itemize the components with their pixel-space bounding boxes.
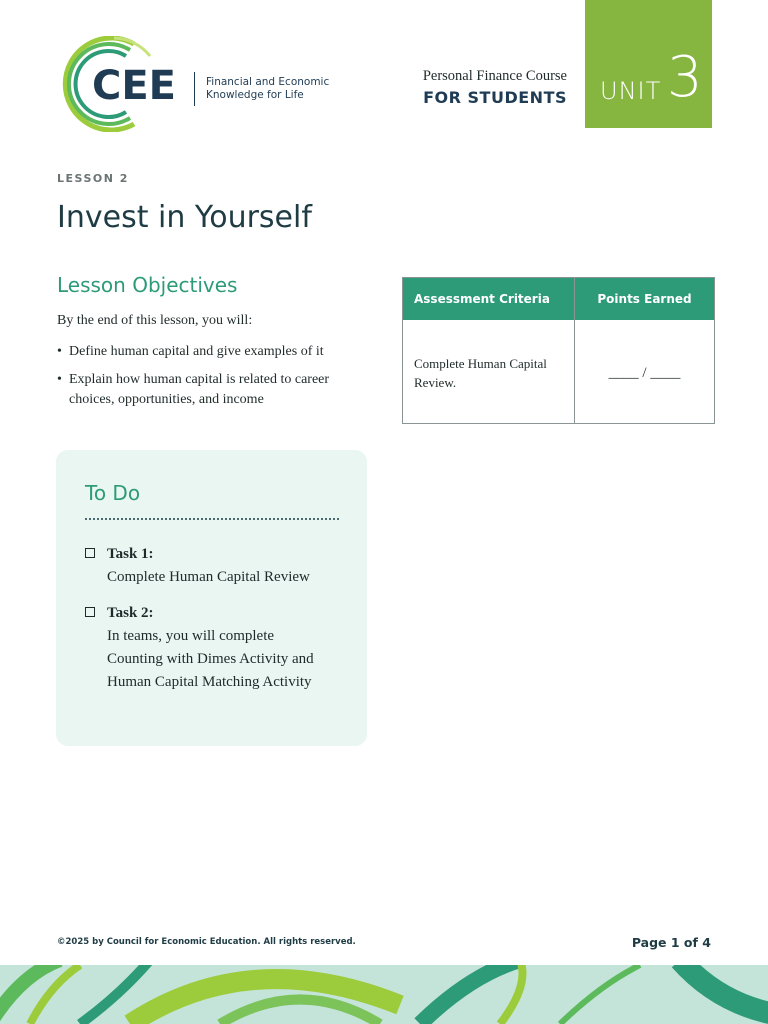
objective-item: • Define human capital and give examples of it bbox=[57, 342, 377, 362]
page-number: Page 1 of 4 bbox=[631, 935, 711, 950]
points-earned-cell: ____ / ____ bbox=[608, 365, 681, 381]
objectives-heading: Lesson Objectives bbox=[57, 273, 238, 297]
objectives-list bbox=[57, 342, 377, 418]
decorative-footer-band bbox=[0, 965, 768, 1024]
task-label: Task 1: bbox=[107, 546, 154, 562]
table-divider bbox=[574, 278, 575, 423]
checkbox-icon[interactable] bbox=[85, 548, 95, 558]
task-item bbox=[85, 602, 355, 722]
objectives-intro: By the end of this lesson, you will: bbox=[57, 313, 253, 328]
logo-tagline-line1: Financial and Economic bbox=[206, 76, 330, 88]
objective-item: • Explain how human capital is related to career choices, opportunities, and income bbox=[57, 370, 377, 410]
points-earned-header: Points Earned bbox=[597, 292, 692, 306]
swirl-pattern-icon bbox=[0, 965, 768, 1024]
assessment-table bbox=[402, 277, 715, 424]
assessment-criteria-cell: Complete Human Capital Review. bbox=[414, 356, 547, 390]
logo-tagline bbox=[206, 76, 329, 102]
logo-wordmark: CEE bbox=[92, 63, 177, 109]
logo-tagline-line2: Knowledge for Life bbox=[206, 89, 304, 101]
assessment-table-header bbox=[403, 278, 714, 320]
assessment-criteria-header: Assessment Criteria bbox=[414, 292, 550, 306]
task-text: In teams, you will complete Counting with Dimes Activity and Human Capital Matching Activity bbox=[107, 628, 314, 690]
lesson-label: LESSON 2 bbox=[57, 172, 129, 185]
unit-number: 3 bbox=[667, 45, 703, 110]
page-title: Invest in Yourself bbox=[57, 200, 312, 235]
course-name: Personal Finance Course bbox=[422, 68, 567, 84]
unit-word: UNIT bbox=[600, 77, 662, 105]
course-audience: FOR STUDENTS bbox=[423, 88, 567, 107]
checkbox-icon[interactable] bbox=[85, 607, 95, 617]
task-label: Task 2: bbox=[107, 605, 154, 621]
todo-divider bbox=[85, 518, 339, 520]
todo-title: To Do bbox=[85, 481, 141, 505]
task-text: Complete Human Capital Review bbox=[107, 569, 310, 585]
copyright-notice: ©2025 by Council for Economic Education. All rights reserved. bbox=[57, 937, 356, 947]
task-item bbox=[85, 543, 355, 589]
logo-divider bbox=[194, 72, 195, 106]
